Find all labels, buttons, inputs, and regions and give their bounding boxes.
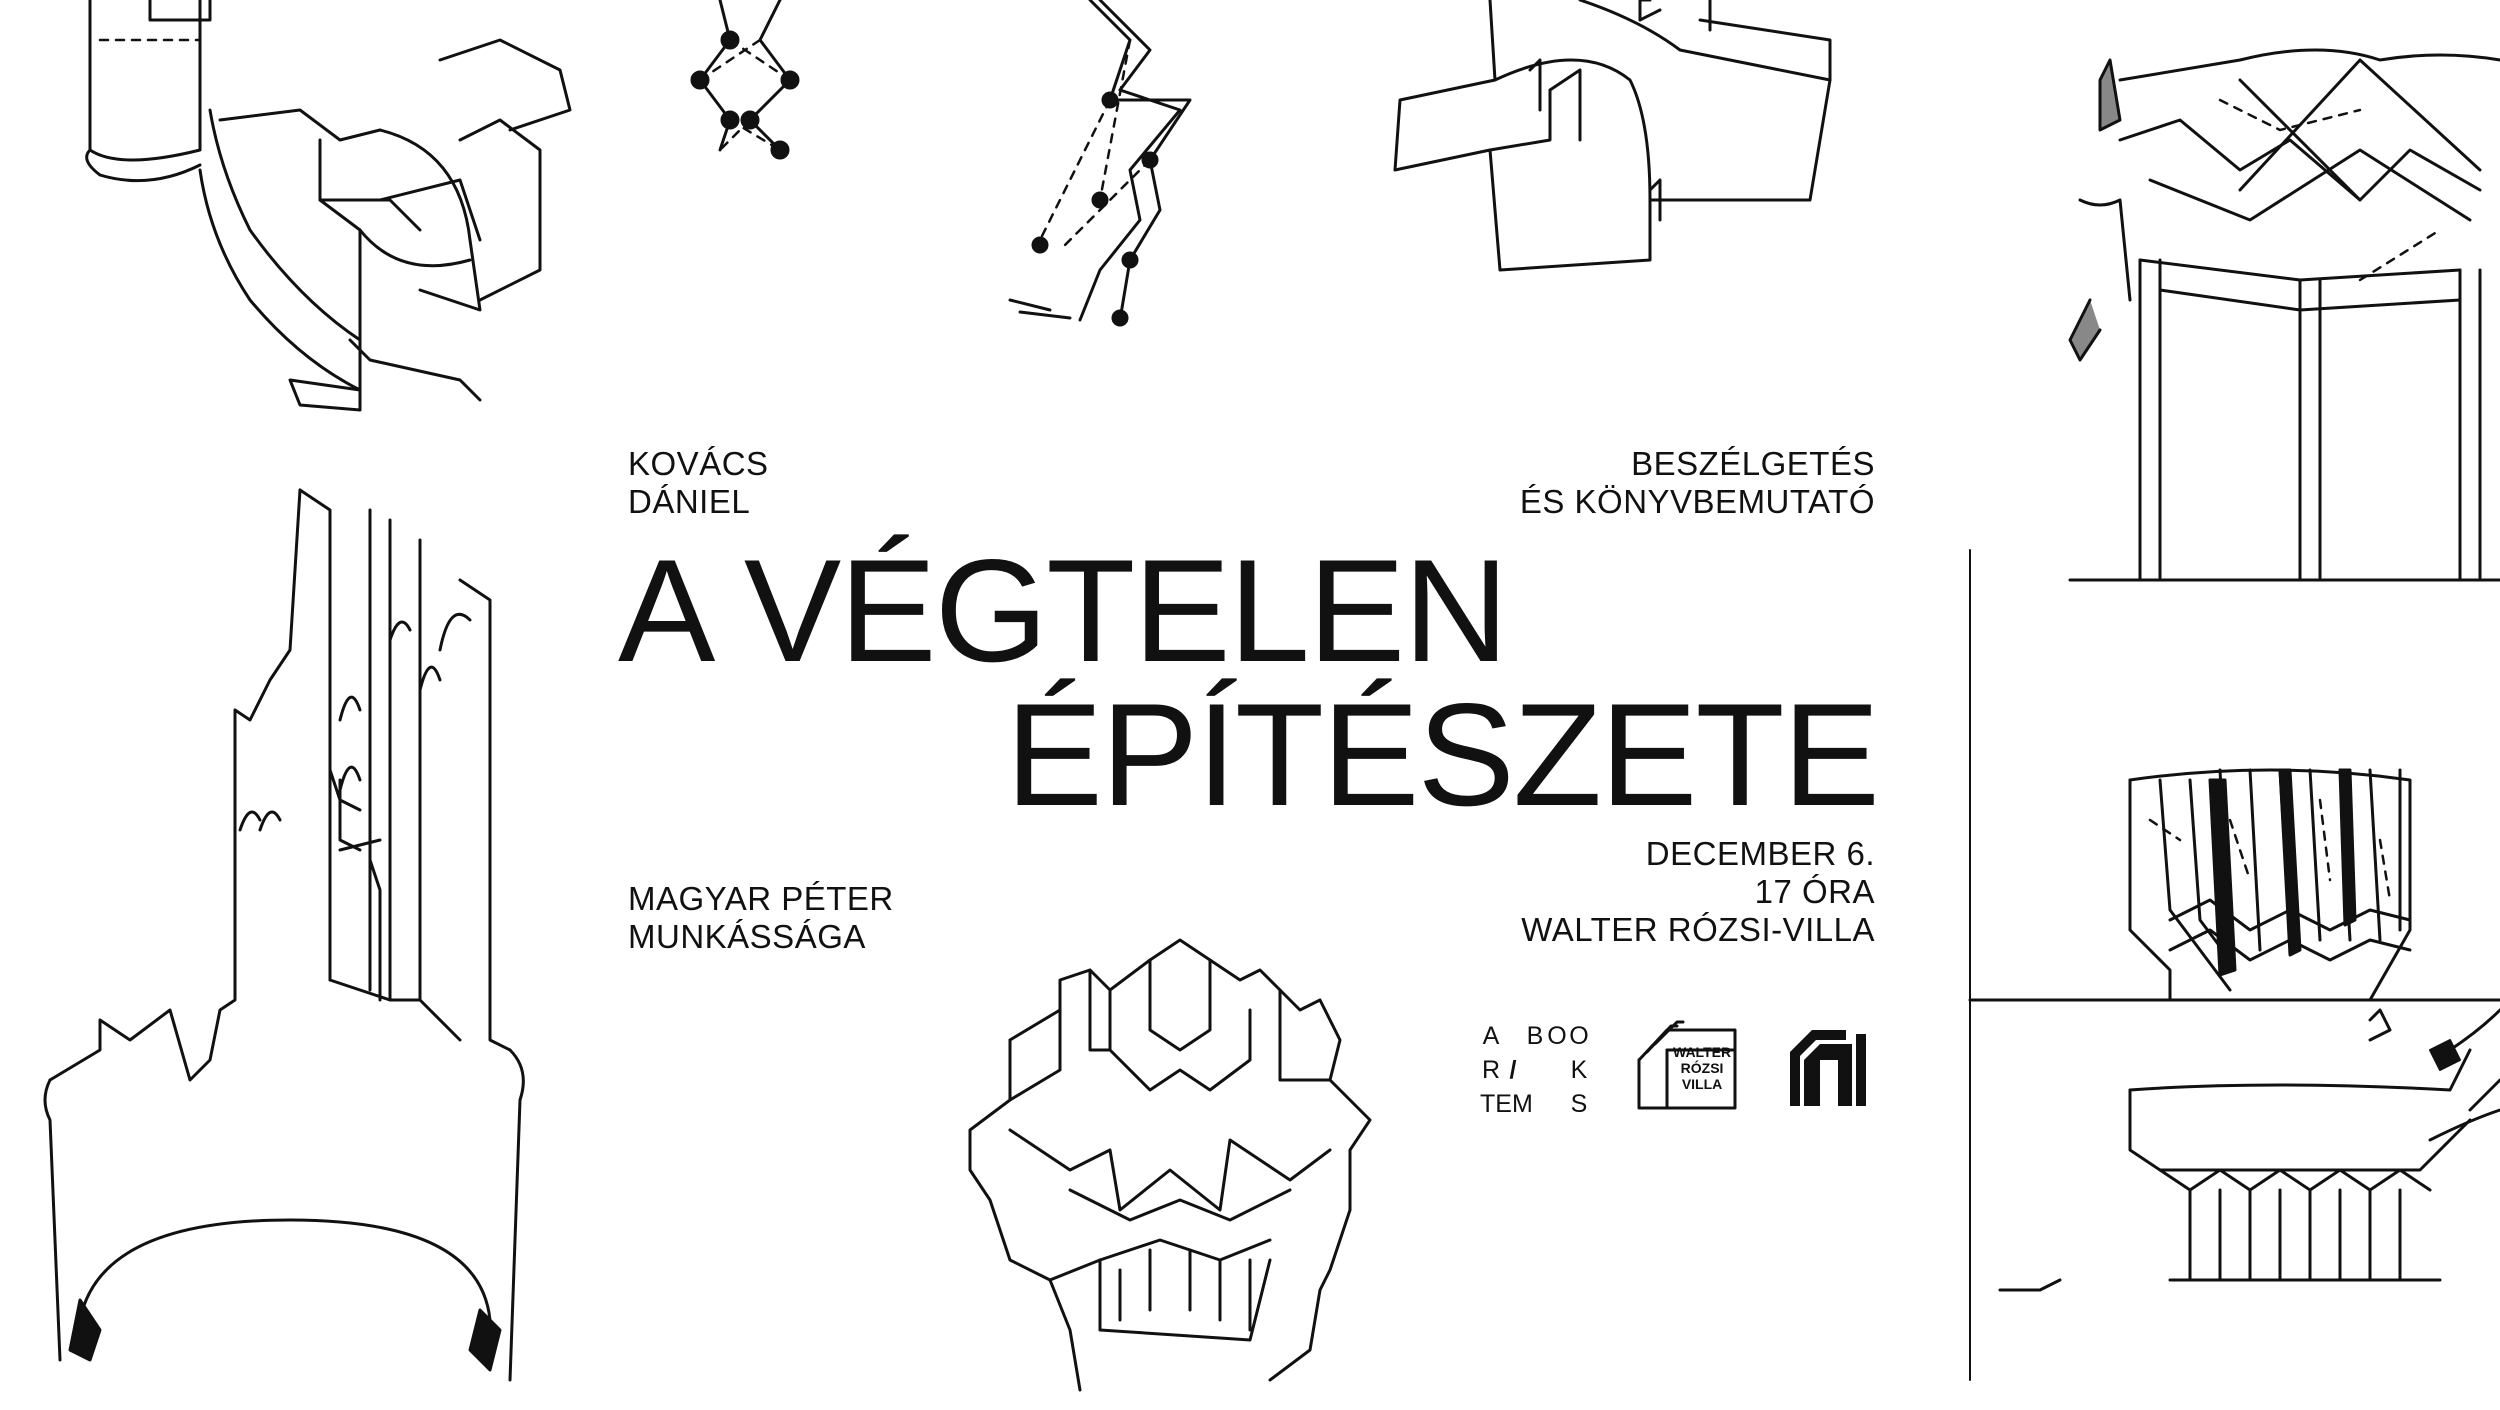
artem-letter: K	[1570, 1056, 1588, 1084]
subject-text	[628, 880, 894, 956]
artem-letter: O	[1547, 1022, 1567, 1050]
title-line-2: ÉPÍTÉSZETE	[1005, 673, 1878, 836]
author-first-line: KOVÁCS	[628, 445, 769, 482]
sketch-castle-tower	[40, 480, 560, 1380]
artem-letter: A	[1482, 1022, 1500, 1050]
event-type-second-line: ÉS KÖNYVBEMUTATÓ	[1519, 483, 1875, 520]
subject-second-line: MUNKÁSSÁGA	[628, 918, 866, 955]
sketch-castle-bottom	[950, 930, 1410, 1390]
event-type-first-line: BESZÉLGETÉS	[1631, 445, 1875, 482]
walter-rozsi-villa-logo	[1637, 1020, 1737, 1112]
artem-books-logo	[1480, 1022, 1600, 1124]
artem-letter	[1546, 1056, 1568, 1090]
sketch-spiral-ramp	[60, 0, 580, 420]
artem-letter	[1524, 1056, 1546, 1090]
author-second-line: DÁNIEL	[628, 483, 751, 520]
artem-letter	[1502, 1022, 1524, 1056]
villa-line-2: RÓZSI	[1680, 1060, 1724, 1076]
artem-letter: R	[1481, 1056, 1501, 1084]
event-type	[1520, 445, 1875, 521]
sketch-arch-building	[1380, 0, 1840, 280]
event-info	[1521, 835, 1875, 949]
villa-line-3: VILLA	[1681, 1076, 1723, 1092]
title-line-1: A VÉGTELEN	[618, 529, 1507, 692]
artem-letter: S	[1570, 1090, 1588, 1118]
subject-first-line: MAGYAR PÉTER	[628, 880, 894, 917]
sketch-zigzag-chain-right	[1000, 0, 1220, 340]
artem-letter: /	[1509, 1056, 1517, 1084]
artem-letter	[1524, 1090, 1546, 1124]
publisher-logo-icon	[1790, 1030, 1866, 1106]
villa-line-1: WALTER	[1673, 1044, 1732, 1060]
event-time: 17 ÓRA	[1754, 873, 1875, 910]
sketch-zigzag-chain-left	[690, 0, 830, 170]
sketch-frame-lines	[1950, 550, 2500, 1410]
artem-letter	[1546, 1090, 1568, 1124]
artem-letter: TEM	[1480, 1090, 1533, 1118]
artem-letter: O	[1569, 1022, 1589, 1050]
artem-letter: B	[1526, 1022, 1544, 1050]
event-venue: WALTER RÓZSI-VILLA	[1521, 911, 1875, 948]
author-name	[628, 445, 769, 521]
event-date: DECEMBER 6.	[1645, 835, 1875, 872]
villa-logo-label	[1673, 1044, 1731, 1092]
sketch-pergola-structure	[2060, 40, 2500, 600]
